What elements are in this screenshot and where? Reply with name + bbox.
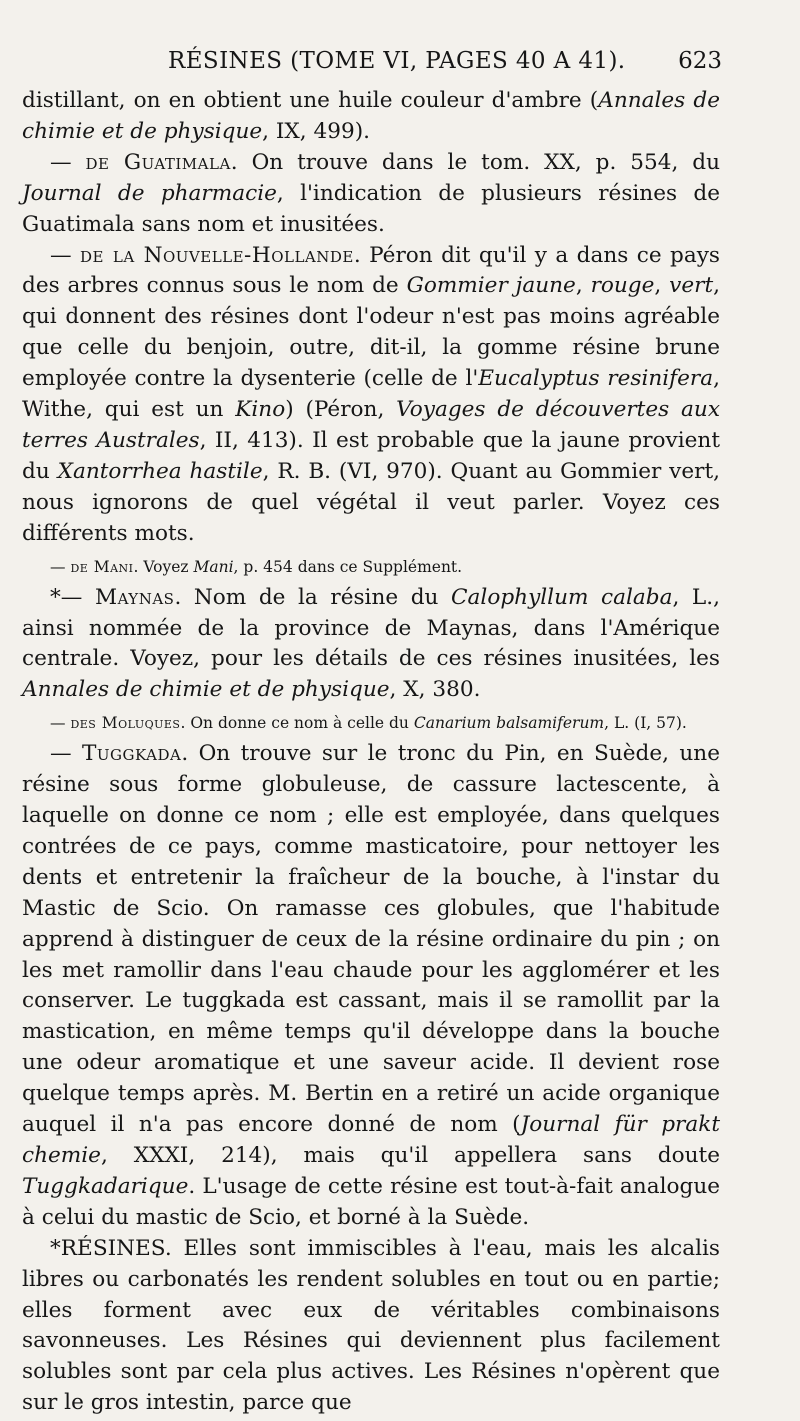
italic-run: Canarium balsamiferum [413, 714, 605, 733]
body-text [22, 86, 720, 1419]
text-run: . L'usage de cette résine est tout-à-fait analogue à celui du mastic de Scio, et borné à la Suède. [22, 1173, 720, 1230]
page-number: 623 [678, 48, 722, 74]
entry-heading: de Mani [70, 557, 134, 576]
text-run: , l'indication de plusieurs résines de Guatimala sans nom et inusitées. [22, 180, 720, 237]
text-run: , [654, 273, 670, 299]
entry-dash: — [50, 149, 86, 175]
italic-run: Gommier jaune [406, 273, 576, 299]
entry-heading: Maynas [94, 584, 175, 610]
text-run: , X, 380. [389, 677, 481, 703]
entry-dash: *— [50, 584, 95, 610]
text-run: , L., ainsi nommée de la province de Maynas, dans l'Amérique centrale. Voyez, pour les détails de ces résines inusitées, les [22, 584, 720, 672]
paragraph-distillant [22, 86, 720, 148]
entry-nouvelle-hollande [22, 241, 720, 550]
text-run: . Nom de la résine du [174, 584, 452, 610]
italic-run: Journal de pharmacie [22, 180, 277, 206]
entry-dash: — [50, 557, 71, 576]
italic-run: Journal für prakt chemie [22, 1112, 720, 1168]
entry-tuggkada [22, 739, 720, 1234]
entry-heading: de la Nouvelle-Hollande [80, 242, 354, 268]
entry-heading: Tuggkada [82, 741, 182, 767]
text-run: . Voyez [133, 557, 194, 576]
entry-maynas [22, 583, 720, 707]
text-run: . On donne ce nom à celle du [180, 714, 414, 733]
entry-dash: — [50, 741, 83, 767]
italic-run: Calophyllum calaba [451, 584, 673, 610]
entry-mani [22, 556, 720, 578]
entry-guatimala [22, 148, 720, 241]
text-run: ) (Péron, [285, 397, 397, 423]
text-run: , L. (I, 57). [604, 714, 687, 733]
text-run: . On trouve sur le tronc du Pin, en Suède, une résine sous forme globuleuse, de cassure lactescente, à laquelle on donne ce nom ; elle est employée, dans quelques contrées de ce pays, comme masticatoire, pour nettoyer les dents et entretenir la fraîcheur de la bouche, à l'instar du Mastic de Scio. On ramasse ces globules, que l'habitude apprend à distinguer de ceux de la résine ordinaire du pin ; on les met ramollir dans l'eau chaude pour les agglomérer et les conserver. Le tuggkada est cassant, mais il se ramollit par la mastication, en même temps qu'il développe dans la bouche une odeur aromatique et une saveur acide. Il devient rose quelque temps après. M. Bertin en a retiré un acide organique auquel il n'a pas encore donné de nom ( [22, 741, 720, 1138]
text-run: , p. 454 dans ce Supplément. [233, 557, 463, 576]
text-run: , XXXI, 214), mais qu'il appellera sans doute [100, 1143, 720, 1168]
text-run: , IX, 499). [262, 118, 371, 144]
entry-resines [22, 1234, 720, 1419]
entry-heading: de Guatimala [85, 149, 231, 175]
text-run: , R. B. (VI, 970). Quant au Gommier vert, nous ignorons de quel végétal il veut parler. Voyez ces différents mots. [22, 458, 720, 546]
italic-run: rouge [590, 273, 655, 299]
italic-run: Annales de chimie et de physique [22, 88, 720, 144]
italic-run: Kino [235, 397, 286, 423]
italic-run: Xantorrhea hastile [57, 458, 263, 484]
text-run: . Péron dit qu'il y a dans ce pays des arbres connus sous le nom de [22, 242, 720, 299]
italic-run: Tuggkadarique [22, 1173, 189, 1199]
italic-run: Eucalyptus resinifera [478, 366, 714, 392]
text-run: distillant, on en obtient une huile couleur d'ambre ( [22, 88, 599, 113]
text-run: *RÉSINES. Elles sont immiscibles à l'eau, mais les alcalis libres ou carbonatés les rendent solubles en tout ou en partie; elles forment avec eux de véritables combinaisons savonneuses. Les Résines qui deviennent plus facilement solubles sont par cela plus actives. Les Résines n'opèrent que sur le gros intestin, parce que [22, 1235, 720, 1416]
text-run: , [575, 273, 591, 299]
italic-run: Voyages de découvertes aux terres Australes [22, 397, 720, 453]
italic-run: Annales de chimie et de physique [22, 677, 390, 703]
entry-heading: des Moluques [70, 714, 181, 733]
text-run: , qui donnent des résines dont l'odeur n'est pas moins agréable que celle du benjoin, outre, dit-il, la gomme résine brune employée contre la dysenterie (celle de l' [22, 273, 720, 392]
italic-run: vert [669, 273, 714, 299]
text-run: , Withe, qui est un [22, 366, 721, 423]
entry-dash: — [50, 242, 80, 268]
italic-run: Mani [193, 557, 234, 576]
entry-moluques [22, 712, 720, 734]
page-header [22, 42, 720, 86]
entry-dash: — [50, 714, 71, 733]
text-run: , II, 413). Il est probable que la jaune provient du [22, 427, 720, 484]
text-run: . On trouve dans le tom. XX, p. 554, du [230, 149, 720, 175]
running-head: RÉSINES (TOME VI, PAGES 40 A 41). [168, 48, 626, 74]
